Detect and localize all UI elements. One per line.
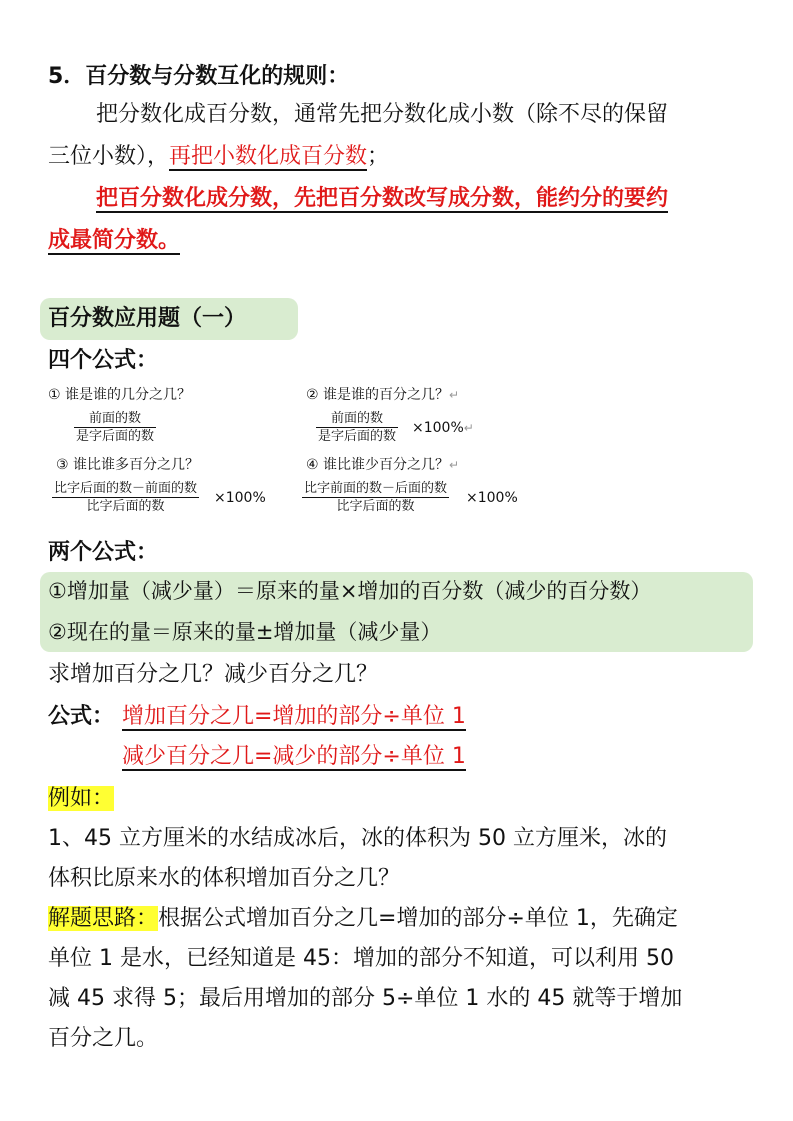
return-mark-icon: ↵ [463,421,474,435]
four-formulas-heading: 四个公式： [48,348,159,373]
formula-4-fraction [302,480,449,515]
rule-paragraph-1-line-1: 把分数化成百分数，通常先把分数化成小数（除不尽的保留 [96,102,669,127]
formula-line-2 [122,742,466,772]
formula-1-label: ① 谁是谁的几分之几？ [48,387,192,403]
formula-2-label-text: ② 谁是谁的百分之几？ [306,387,450,403]
formula-2-multiplier-text: ×100% [412,420,464,436]
hint-line-2: 单位 1 是水，已经知道是 45：增加的部分不知道，可以利用 50 [48,946,674,971]
example-label-line [48,784,114,814]
example-label: 例如： [48,786,115,811]
formula-3-fraction [52,480,199,515]
formula-line-2-text: 减少百分之几=减少的部分÷单位 1 [122,744,466,769]
formula-4-multiplier: ×100% [466,490,518,506]
rule-paragraph-2-text-b: 成最简分数。 [48,228,181,253]
formula-2-label [306,386,459,404]
formula-4-denominator: 比字后面的数 [336,499,415,514]
rule-heading: 5．百分数与分数互化的规则： [48,64,350,89]
formula-3-multiplier: ×100% [214,490,266,506]
rule-paragraph-1-line-2 [48,142,389,172]
rule-paragraph-2-text-a: 把百分数化成分数，先把百分数改写成分数，能约分的要约 [96,186,669,211]
example-problem-line-1: 1、45 立方厘米的水结成冰后，冰的体积为 50 立方厘米，冰的 [48,826,667,851]
rule-paragraph-1-text: 三位小数）， [48,144,170,169]
formula-2-fraction [316,410,398,445]
hint-label: 解题思路： [48,906,159,931]
two-formulas-heading: 两个公式： [48,540,159,565]
example-problem-line-2: 体积比原来水的体积增加百分之几？ [48,866,401,891]
rule-semicolon: ； [367,144,390,169]
rule-paragraph-2-line-2 [48,226,180,256]
formula-1-denominator: 是字后面的数 [76,429,155,444]
formula-3-numerator: 比字后面的数－前面的数 [54,481,198,496]
formula-4-label-text: ④ 谁比谁少百分之几？ [306,457,450,473]
formula-1-numerator: 前面的数 [74,410,156,428]
formula-3-label: ③ 谁比谁多百分之几？ [56,457,200,473]
hint-line-3: 减 45 求得 5；最后用增加的部分 5÷单位 1 水的 45 就等于增加 [48,986,683,1011]
formula-line-1 [122,702,466,732]
hint-line-1 [48,904,678,934]
hint-text-a: 根据公式增加百分之几=增加的部分÷单位 1，先确定 [158,906,678,931]
formula-2-denominator: 是字后面的数 [318,429,397,444]
formula-1-fraction [74,410,156,445]
rule-highlight-red: 再把小数化成百分数 [169,144,368,169]
return-mark-icon: ↵ [449,458,460,472]
formula-line-1-text: 增加百分之几=增加的部分÷单位 1 [122,704,466,729]
two-formula-2: ②现在的量＝原来的量±增加量（减少量） [48,620,442,644]
formula-label: 公式： [48,704,115,729]
return-mark-icon: ↵ [449,388,460,402]
question-line: 求增加百分之几？减少百分之几？ [48,662,379,687]
two-formula-1: ①增加量（减少量）＝原来的量×增加的百分数（减少的百分数） [48,579,652,603]
formula-4-label [306,456,459,474]
hint-line-4: 百分之几。 [48,1026,159,1051]
formula-2-numerator: 前面的数 [316,410,398,428]
formula-4-numerator: 比字前面的数－后面的数 [304,481,448,496]
formula-2-multiplier [412,420,474,436]
formula-3-denominator: 比字后面的数 [86,499,165,514]
section-title: 百分数应用题（一） [48,306,247,331]
rule-paragraph-2-line-1 [96,184,668,214]
